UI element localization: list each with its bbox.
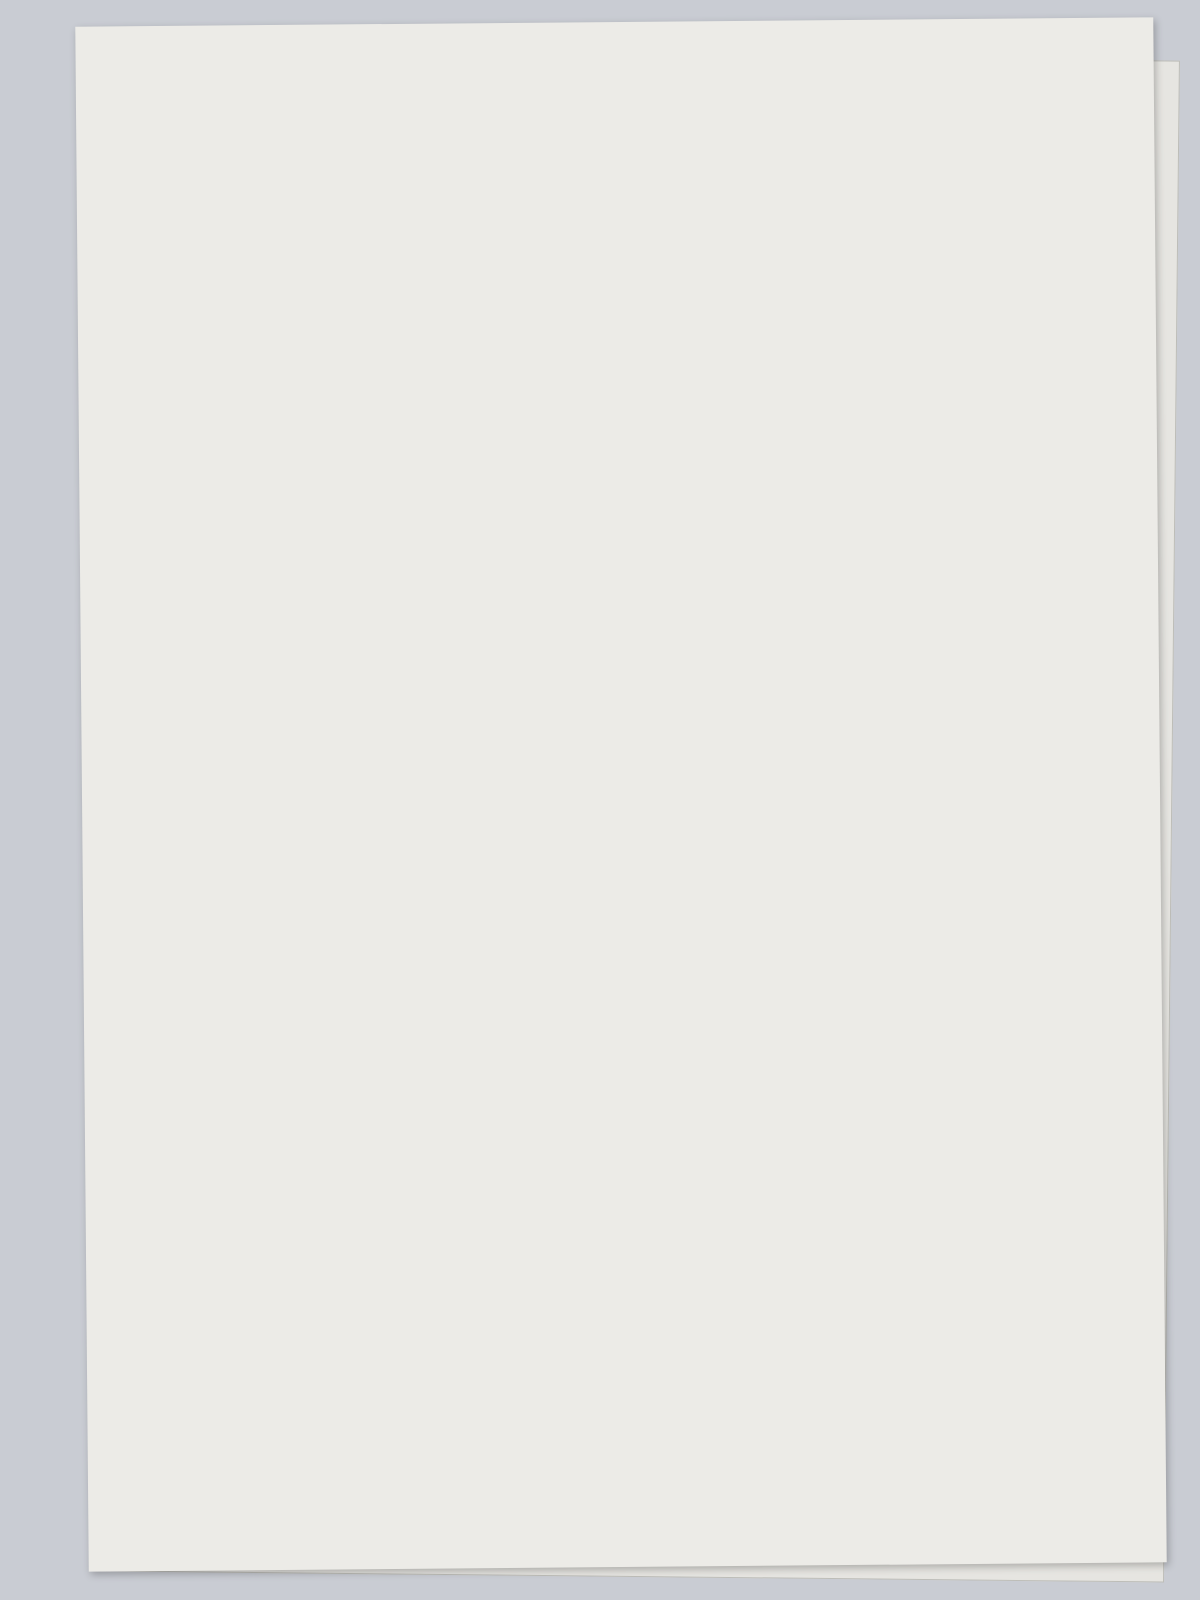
top-table-block [75, 17, 1153, 26]
menu-document-page [75, 17, 1166, 1571]
sections-container [75, 27, 1153, 36]
top-table [87, 18, 1103, 27]
